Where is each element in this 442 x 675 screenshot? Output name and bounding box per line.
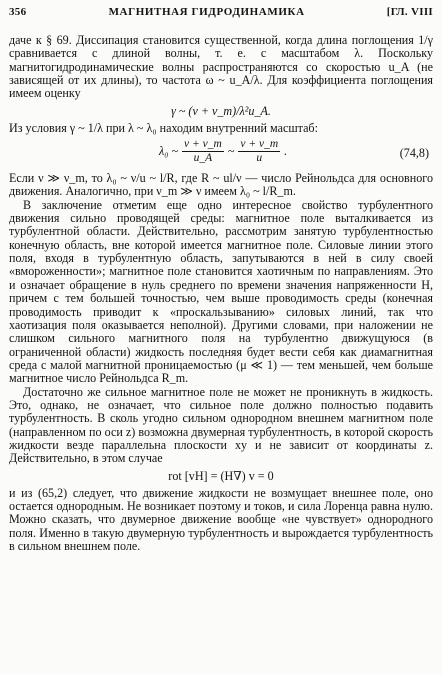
paragraph-5: Достаточно же сильное магнитное поле не может не проникнуть в жидкость. Это, однако, не означает, что сильное поле должно полностью подавить турбулентность. В сколь угодно сильном однородном внешнем магнитном поле (направленном по оси z) возможна двумерная турбулентность, в которой скорость жидкости везде параллельна плоскости xy и не зависит от координаты z. Действительно, в этом случае bbox=[9, 384, 433, 466]
running-title: МАГНИТНАЯ ГИДРОДИНАМИКА bbox=[108, 6, 305, 18]
formula-absorption: γ ~ (ν + ν_m)/λ²u_A. bbox=[171, 103, 271, 118]
chapter-label: [ГЛ. VIII bbox=[386, 6, 433, 18]
fraction-1-denominator: u_A bbox=[193, 152, 213, 165]
paragraph-1: даче к § 69. Диссипация становится существенной, когда длина поглощения 1/γ сравнивается с длиной волны, т. е. с масштабом λ. Поскольку магнитогидродинамические волны распространяются со скоростью u_A (не зависящей от их длины), то частота ω ~ u_A/λ. Для коэффициента поглощения имеем оценку bbox=[9, 33, 433, 101]
fraction-2-denominator: u bbox=[256, 152, 263, 165]
page-number: 356 bbox=[9, 6, 27, 18]
page-header bbox=[9, 6, 433, 26]
formula-mid-sign: ~ bbox=[227, 144, 235, 159]
equation-number: (74,8) bbox=[399, 146, 429, 161]
paragraph-6: и из (65,2) следует, что движение жидкости не возмущает внешнее поле, оно остается однородным. Не возникает поэтому и токов, и сила Лоренца равна нулю. Можно сказать, что двумерное движение вообще «не чувствует» однородного поля. Именно в такую двумерную турбулентность и вырождается турбулентность в сильном внешнем поле. bbox=[9, 485, 433, 553]
fraction-2 bbox=[238, 138, 280, 165]
formula-tail: . bbox=[284, 144, 288, 159]
fraction-2-numerator: ν + ν_m bbox=[240, 138, 279, 151]
paragraph-2: Из условия γ ~ 1/λ при λ ~ λ₀ находим внутренний масштаб: bbox=[9, 120, 318, 135]
paragraph-3: Если ν ≫ ν_m, то λ₀ ~ ν/u ~ l/R, где R ~ ul/ν — число Рейнольдса для основного движения. Аналогично, при ν_m ≫ ν имеем λ₀ ~ l/R_m. bbox=[9, 171, 433, 199]
formula-lhs: λ₀ ~ bbox=[159, 144, 179, 159]
formula-inner-scale bbox=[159, 138, 287, 165]
fraction-1 bbox=[182, 138, 224, 165]
formula-inner-scale-row bbox=[9, 138, 433, 168]
paragraph-4: В заключение отметим еще одно интересное свойство турбулентного движения сильно проводящей среды: магнитное поле выталкивается из турбулентной области. Действительно, рассмотрим занятую турбулентностью конечную область, вне которой имеется магнитное поле. Силовые линии этого поля, входя в турбулентную область, запутываются в ней в силу своей «вмороженности»; магнитное поле становится хаотичным по направлениям. Это и означает обращение в нуль среднего по времени значения напряженности H, причем с тем большей точностью, чем выше проводимость среды (конечная проводимость приводит к «проскальзыванию» силовых линий, так что хаотизация поля оказывается неполной). Другими словами, при наложении не слишком сильного магнитного поля на турбулентно движущуюся (в ограниченной области) жидкость последняя будет вести себя как диамагнитная среда с малой магнитной проницаемостью (μ ≪ 1) — тем меньшей, чем больше магнитное число Рейнольдса R_m. bbox=[9, 197, 433, 386]
formula-rot: rot [vH] = (H∇) v = 0 bbox=[168, 468, 274, 483]
fraction-1-numerator: ν + ν_m bbox=[184, 138, 222, 151]
